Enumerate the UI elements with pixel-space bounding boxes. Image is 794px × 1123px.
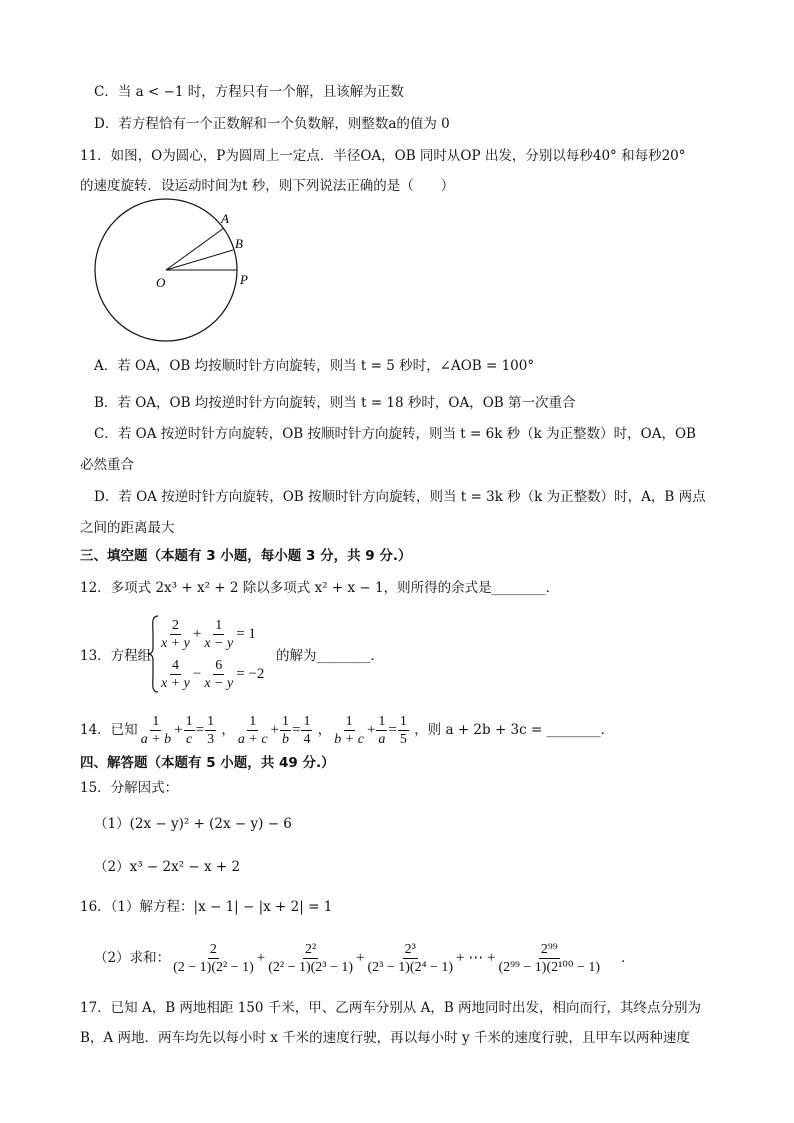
label-b: B (235, 236, 243, 251)
q10-option-d: D．若方程恰有一个正数解和一个负数解，则整数a的值为 0 (94, 116, 450, 132)
q11-stem-line1: 11．如图，O为圆心，P为圆周上一定点．半径OA，OB 同时从OP 出发，分别以每秒40° 和每秒20° (80, 148, 686, 164)
q15-part-1: （1）(2x − y)² + (2x − y) − 6 (94, 816, 292, 832)
q11-circle-figure (90, 192, 250, 352)
q17-line-1: 17．已知 A，B 两地相距 150 千米，甲、乙两车分别从 A，B 两地同时出发，相向而行，其终点分别为 (80, 1000, 702, 1016)
q11-option-c-line1: C．若 OA 按逆时针方向旋转，OB 按顺时针方向旋转，则当 t = 6k 秒（k 为正整数）时，OA，OB (94, 426, 696, 442)
radius-ob (166, 250, 233, 270)
label-a: A (221, 211, 229, 226)
q15-part-2: （2）x³ − 2x² − x + 2 (94, 859, 241, 875)
label-o: O (156, 275, 166, 290)
q13-prefix: 13．方程组 (80, 648, 152, 664)
q11-option-b: B．若 OA，OB 均按逆时针方向旋转，则当 t = 18 秒时，OA，OB 第一次重合 (94, 395, 576, 411)
q11-option-a: A．若 OA，OB 均按顺时针方向旋转，则当 t = 5 秒时，∠AOB = 100° (94, 358, 535, 374)
q13-equation-2: $\frac{4}{x + y}$ − $\frac{6}{x - y}$ = −2 (161, 658, 265, 691)
q13-equation-1: $\frac{2}{x + y}$ + $\frac{1}{x - y}$ = 1 (161, 618, 256, 651)
q14: 14．已知 $\frac{1}{a + b}$ + $\frac{1}{c}$ = $\frac{1}{3}$ ， $\frac{1}{a + c}$ + $\frac{1}{b}$ = $\frac{1}{4}$ ， $\frac{1}{b + c}$ + $\frac{1}{a}$ = $\frac{1}{5}$ ，则 a + 2b + 3c = ________． (80, 714, 615, 747)
q13-suffix: 的解为________． (276, 648, 384, 664)
q12: 12．多项式 2x³ + x² + 2 除以多项式 x² + x − 1，则所得的余式是________． (80, 580, 560, 596)
q16-part-1: 16．（1）解方程：|x − 1| − |x + 2| = 1 (80, 899, 333, 915)
q11-option-d-line2: 之间的距离最大 (80, 520, 175, 536)
q15-stem: 15．分解因式： (80, 780, 179, 796)
section-3-heading: 三、填空题（本题有 3 小题，每小题 3 分，共 9 分.） (80, 548, 412, 564)
q11-option-c-line2: 必然重合 (80, 457, 134, 473)
q17-line-2: B，A 两地．两车均先以每小时 x 千米的速度行驶，再以每小时 y 千米的速度行驶，且甲车以两种速度 (80, 1030, 690, 1046)
q10-option-c: C．当 a < −1 时，方程只有一个解，且该解为正数 (94, 84, 404, 100)
q11-option-d-line1: D．若 OA 按逆时针方向旋转，OB 按顺时针方向旋转，则当 t = 3k 秒（k 为正整数）时，A，B 两点 (94, 489, 706, 505)
q11-stem-line2: 的速度旋转．设运动时间为t 秒，则下列说法正确的是（ ） (80, 178, 455, 194)
radius-oa (166, 228, 224, 270)
section-4-heading: 四、解答题（本题有 5 小题，共 49 分.） (80, 755, 335, 771)
q16-part-2: （2）求和： $\frac{2}{\text{(2 − 1)(2² − 1)}}$ + $\frac{\text{2²}}{\text{(2² − 1)(2³ − 1)}}$ + $\frac{\text{2³}}{\text{(2³ − 1)(2⁴ − 1)}}$ + ⋯ + $\frac{\text{2⁹⁹}}{\text{(2⁹⁹ − 1)(2¹⁰⁰ − 1)}}$ ． (94, 942, 635, 975)
label-p: P (240, 272, 248, 287)
